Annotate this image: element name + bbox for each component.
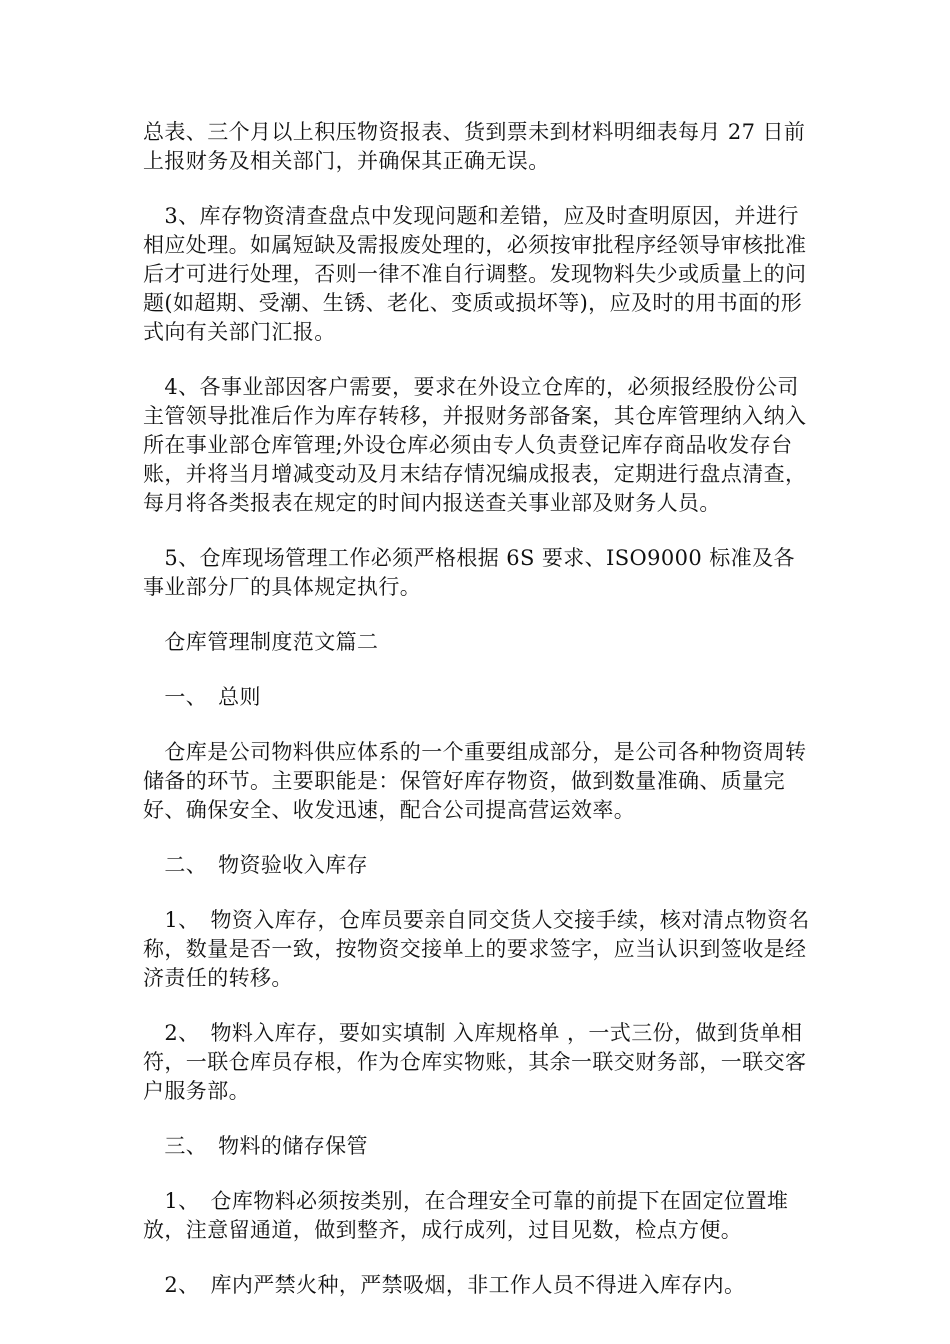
section-heading-storage: 三、 物料的储存保管 bbox=[143, 1134, 368, 1158]
paragraph-receiving-item-2: 2、 物料入库存，要如实填制 入库规格单 ，一式三份，做到货单相符，一联仓库员存根，作为仓库实物账，其余一联交财务部，一联交客户服务部。 bbox=[143, 1021, 807, 1103]
section-title-part-two: 仓库管理制度范文篇二 bbox=[143, 630, 379, 654]
document-page bbox=[143, 118, 811, 1326]
paragraph-item-4-external-warehouse: 4、各事业部因客户需要，要求在外设立仓库的，必须报经股份公司主管领导批准后作为库存转移，并报财务部备案，其仓库管理纳入纳入所在事业部仓库管理;外设仓库必须由专人负责登记库存商品收发存台账，并将当月增减变动及月末结存情况编成报表，定期进行盘点清查，每月将各类报表在规定的时间内报送查关事业部及财务人员。 bbox=[143, 375, 807, 515]
paragraph-item-5-site-management: 5、仓库现场管理工作必须严格根据 6S 要求、ISO9000 标准及各事业部分厂的具体规定执行。 bbox=[143, 546, 795, 599]
section-heading-general: 一、 总则 bbox=[143, 685, 261, 709]
paragraph-warehouse-role: 仓库是公司物料供应体系的一个重要组成部分，是公司各种物资周转储备的环节。主要职能是：保管好库存物资，做到数量准确、质量完好、确保安全、收发迅速，配合公司提高营运效率。 bbox=[143, 740, 807, 822]
paragraph-storage-item-1: 1、 仓库物料必须按类别，在合理安全可靠的前提下在固定位置堆放，注意留通道，做到整齐，成行成列，过目见数，检点方便。 bbox=[143, 1189, 789, 1242]
paragraph-item-3-inventory-check: 3、库存物资清查盘点中发现问题和差错，应及时查明原因，并进行相应处理。如属短缺及需报废处理的，必须按审批程序经领导审核批准后才可进行处理，否则一律不准自行调整。发现物料失少或质量上的问题(如超期、受潮、生锈、老化、变质或损坏等)，应及时的用书面的形式向有关部门汇报。 bbox=[143, 204, 807, 344]
paragraph-receiving-item-1: 1、 物资入库存，仓库员要亲自同交货人交接手续，核对清点物资名称，数量是否一致，按物资交接单上的要求签字，应当认识到签收是经济责任的转移。 bbox=[143, 908, 810, 990]
paragraph-summary-report-deadline: 总表、三个月以上积压物资报表、货到票未到材料明细表每月 27 日前上报财务及相关部门，并确保其正确无误。 bbox=[143, 120, 806, 173]
paragraph-storage-item-2: 2、 库内严禁火种，严禁吸烟，非工作人员不得进入库存内。 bbox=[143, 1273, 746, 1297]
section-heading-receiving: 二、 物资验收入库存 bbox=[143, 853, 368, 877]
